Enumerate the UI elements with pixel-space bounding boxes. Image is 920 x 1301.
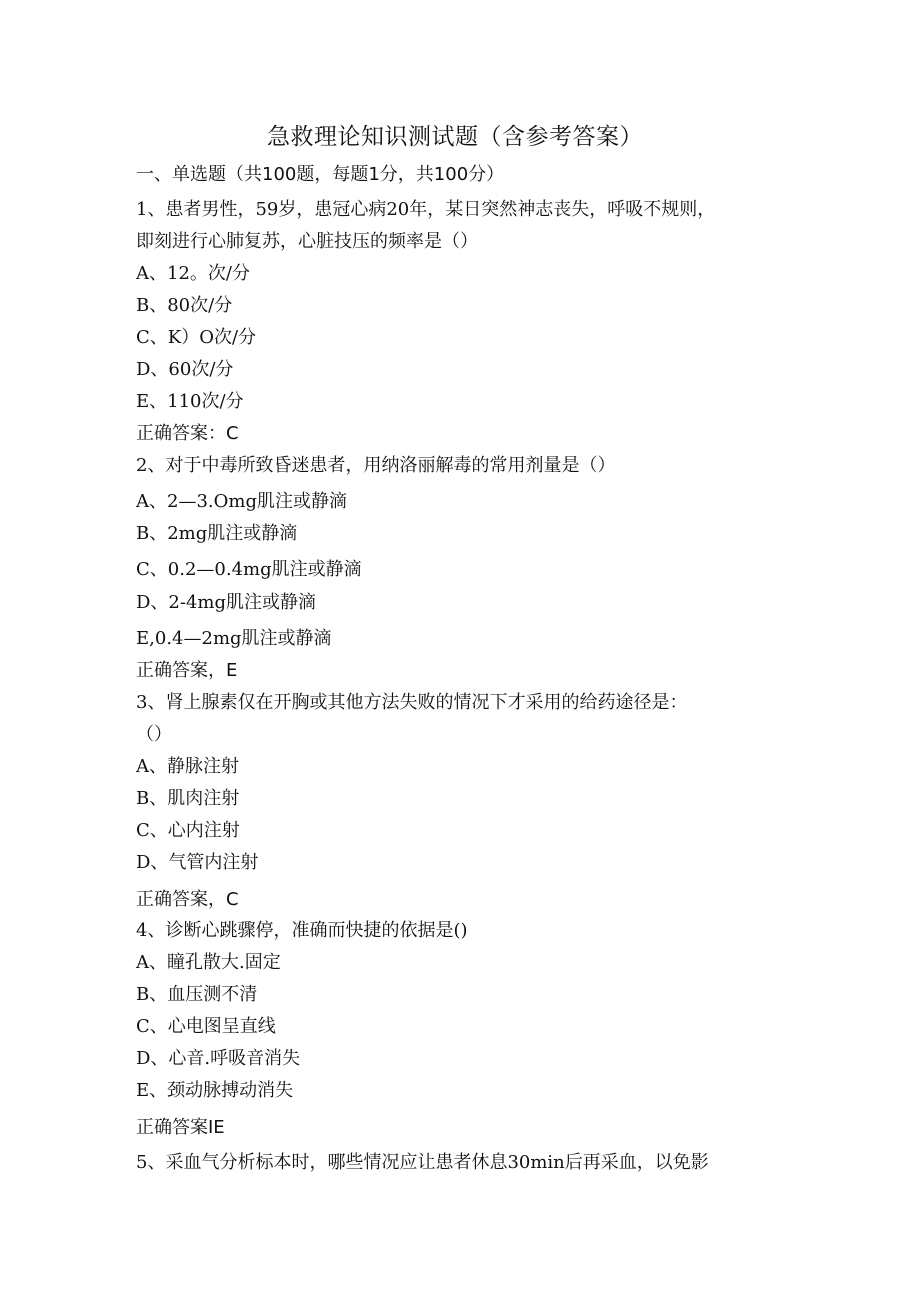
document-title: 急救理论知识测试题（含参考答案） [267, 124, 643, 150]
q4-option-b: B、血压测不清 [136, 984, 258, 1005]
q3-option-b: B、肌肉注射 [136, 788, 240, 809]
q4-answer: 正确答案IE [136, 1117, 225, 1138]
q2-option-e: E,0.4—2mg肌注或静滴 [136, 628, 332, 649]
q2-option-a: A、2—3.Omg肌注或静滴 [136, 491, 347, 512]
q1-option-c: C、K）O次/分 [136, 327, 257, 348]
q3-answer: 正确答案，C [136, 889, 239, 910]
q2-answer: 正确答案，E [136, 660, 238, 681]
q1-option-b: B、80次/分 [136, 295, 233, 316]
question-4-text: 4、诊断心跳骤停，准确而快捷的依据是() [136, 920, 468, 941]
q1-option-e: E、110次/分 [136, 391, 244, 412]
q1-option-d: D、60次/分 [136, 359, 234, 380]
q1-option-a: A、12。次/分 [136, 263, 250, 284]
q4-option-e: E、颈动脉搏动消失 [136, 1080, 294, 1101]
question-1-text-cont: 即刻进行心肺复苏，心脏技压的频率是（） [136, 231, 478, 252]
q4-option-a: A、瞳孔散大.固定 [136, 952, 281, 973]
q3-option-a: A、静脉注射 [136, 756, 239, 777]
q3-option-c: C、心内注射 [136, 820, 240, 841]
section-heading: 一、单选题（共100题，每题1分，共100分） [136, 164, 505, 185]
q2-option-d: D、2-4mg肌注或静滴 [136, 592, 317, 613]
q1-answer: 正确答案：C [136, 423, 239, 444]
question-5-text: 5、采血气分析标本时，哪些情况应让患者休息30min后再采血，以免影 [136, 1152, 709, 1173]
question-3-text-cont: （） [136, 724, 172, 745]
q2-option-b: B、2mg肌注或静滴 [136, 523, 298, 544]
q4-option-c: C、心电图呈直线 [136, 1016, 276, 1037]
q3-option-d: D、气管内注射 [136, 852, 259, 873]
q4-option-d: D、心音.呼吸音消失 [136, 1048, 301, 1069]
question-1-text: 1、患者男性，59岁，患冠心病20年，某日突然神志丧失，呼吸不规则， [136, 199, 716, 220]
question-3-text: 3、肾上腺素仅在开胸或其他方法失败的情况下才采用的给药途径是： [136, 692, 688, 713]
question-2-text: 2、对于中毒所致昏迷患者，用纳洛丽解毒的常用剂量是（） [136, 455, 616, 476]
q2-option-c: C、0.2—0.4mg肌注或静滴 [136, 559, 362, 580]
